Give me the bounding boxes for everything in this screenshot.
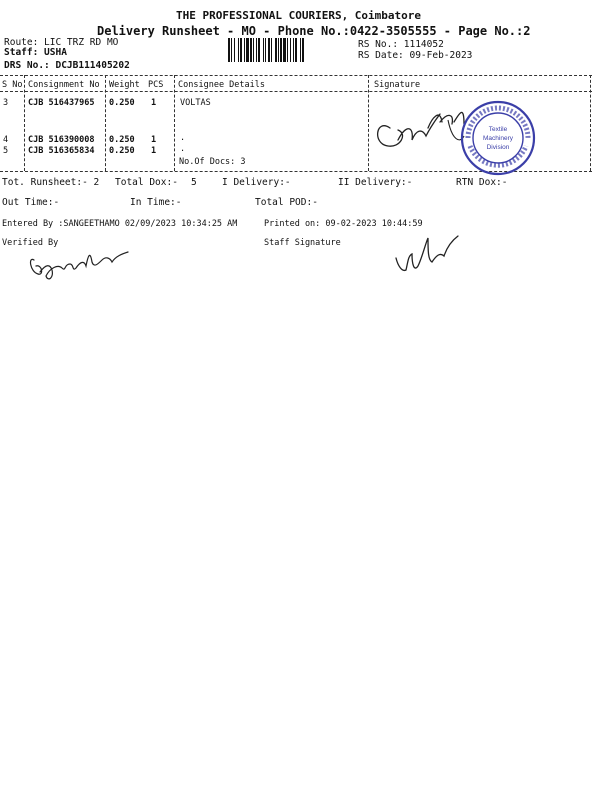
col-header-consignment: Consignment No xyxy=(28,80,100,90)
table-header-rule xyxy=(0,91,592,92)
rtn-dox: RTN Dox:- xyxy=(456,177,508,188)
entered-by: Entered By :SANGEETHAMO 02/09/2023 10:34:25 AM xyxy=(2,219,238,229)
svg-text:Division: Division xyxy=(486,144,510,151)
rs-date: RS Date: 09-Feb-2023 xyxy=(358,50,473,61)
out-time: Out Time:- xyxy=(2,197,60,208)
row-consignee: . xyxy=(180,133,186,143)
col-header-sno: S No xyxy=(2,80,23,90)
barcode xyxy=(228,38,350,62)
tot-runsheet: Tot. Runsheet:- 2 xyxy=(2,177,100,188)
col-divider xyxy=(590,75,591,171)
verified-by-signature xyxy=(28,246,138,286)
row-consignee: . xyxy=(180,144,186,154)
row-consignment: CJB 516390008 xyxy=(28,135,95,145)
row-sno: 4 xyxy=(3,135,9,145)
col-divider xyxy=(105,75,106,171)
printed-on: Printed on: 09-02-2023 10:44:59 xyxy=(264,219,423,229)
total-pod: Total POD:- xyxy=(255,197,318,208)
col-header-signature: Signature xyxy=(374,80,421,90)
company-stamp xyxy=(458,98,538,178)
col-divider xyxy=(174,75,175,171)
total-dox-value: 5 xyxy=(191,177,197,188)
route-label: Route: LIC TRZ RD MO xyxy=(4,37,119,48)
col-header-pcs: PCS xyxy=(148,80,164,90)
row-weight: 0.250 xyxy=(109,98,135,108)
no-of-docs: No.Of Docs: 3 xyxy=(179,157,246,167)
row-weight: 0.250 xyxy=(109,146,135,156)
ii-delivery: II Delivery:- xyxy=(338,177,413,188)
col-divider xyxy=(24,75,25,171)
row-sno: 5 xyxy=(3,146,9,156)
svg-text:Textile: Textile xyxy=(488,126,508,133)
staff-signature xyxy=(392,232,472,282)
company-title: THE PROFESSIONAL COURIERS, Coimbatore xyxy=(176,9,422,22)
row-pcs: 1 xyxy=(151,135,157,145)
staff-signature-label: Staff Signature xyxy=(264,238,341,248)
svg-text:Machinery: Machinery xyxy=(483,135,513,142)
col-header-weight: Weight xyxy=(109,80,140,90)
row-consignee: VOLTAS xyxy=(180,98,211,108)
staff-label: Staff: USHA xyxy=(4,47,67,58)
row-consignment: CJB 516365834 xyxy=(28,146,95,156)
total-dox-label: Total Dox:- xyxy=(115,177,178,188)
row-consignment: CJB 516437965 xyxy=(28,98,95,108)
table-top-rule xyxy=(0,75,592,76)
in-time: In Time:- xyxy=(130,197,182,208)
row-pcs: 1 xyxy=(151,146,157,156)
col-header-consignee: Consignee Details xyxy=(178,80,265,90)
row-pcs: 1 xyxy=(151,98,157,108)
runsheet-subtitle: Delivery Runsheet - MO - Phone No.:0422-3505555 - Page No.:2 xyxy=(97,24,531,38)
row-weight: 0.250 xyxy=(109,135,135,145)
drs-number: DRS No.: DCJB111405202 xyxy=(4,60,130,71)
verified-by-label: Verified By xyxy=(2,238,59,248)
i-delivery: I Delivery:- xyxy=(222,177,291,188)
row-sno: 3 xyxy=(3,98,9,108)
rs-number: RS No.: 1114052 xyxy=(358,39,444,50)
